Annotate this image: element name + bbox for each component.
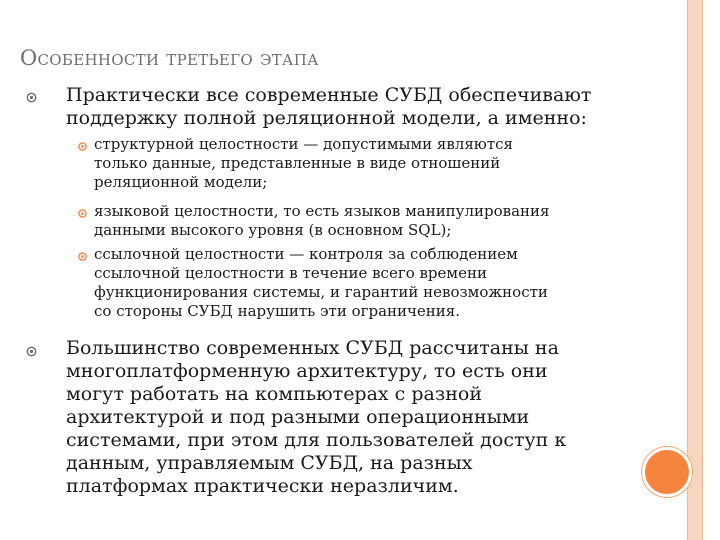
sub-bullet-line: со стороны СУБД нарушить эти ограничения. bbox=[94, 302, 461, 320]
bullet-2-text bbox=[66, 337, 566, 498]
bullet-2-line: многоплатформенную архитектуру, то есть они bbox=[66, 360, 548, 382]
sub-bullet-3-text bbox=[94, 245, 548, 321]
bullet-1-text bbox=[66, 84, 591, 130]
sub-bullet-line: языковой целостности, то есть языков манипулирования bbox=[94, 202, 550, 220]
sub-bullet-line: функционирования системы, и гарантий невозможности bbox=[94, 283, 548, 301]
sub-bullet-line: данными высокого уровня (в основном SQL); bbox=[94, 221, 452, 239]
bullet-1-line: поддержку полной реляционной модели, а именно: bbox=[66, 107, 587, 129]
sub-bullet-line: только данные, представленные в виде отношений bbox=[94, 154, 501, 172]
slide-title: Особенности третьего этапа bbox=[20, 46, 319, 70]
bullet-2-line: данным, управляемым СУБД, на разных bbox=[66, 452, 473, 474]
sun-bullet-icon bbox=[25, 91, 38, 104]
bullet-2-line: Большинство современных СУБД рассчитаны на bbox=[66, 337, 559, 359]
sub-bullet-1-text bbox=[94, 135, 513, 192]
bullet-2-line: платформах практически неразличим. bbox=[66, 475, 459, 497]
sub-bullet-line: ссылочной целостности — контроля за соблюдением bbox=[94, 245, 518, 263]
sub-bullet-line: структурной целостности — допустимыми являются bbox=[94, 135, 514, 153]
sub-bullet-line: реляционной модели; bbox=[94, 173, 268, 191]
sun-bullet-icon bbox=[25, 345, 38, 358]
orange-circle-icon bbox=[642, 447, 692, 497]
bullet-2-line: могут работать на компьютерах с разной bbox=[66, 383, 482, 405]
sub-bullet-line: ссылочной целостности в течение всего времени bbox=[94, 264, 487, 282]
side-decorative-band bbox=[687, 0, 703, 540]
bullet-2-line: архитектурой и под разными операционными bbox=[66, 406, 530, 428]
orange-sun-bullet-icon bbox=[77, 141, 88, 152]
orange-sun-bullet-icon bbox=[77, 251, 88, 262]
bullet-2-line: системами, при этом для пользователей доступ к bbox=[66, 429, 567, 451]
orange-sun-bullet-icon bbox=[77, 208, 88, 219]
sub-bullet-2-text bbox=[94, 202, 550, 240]
bullet-1-line: Практически все современные СУБД обеспечивают bbox=[66, 84, 592, 106]
